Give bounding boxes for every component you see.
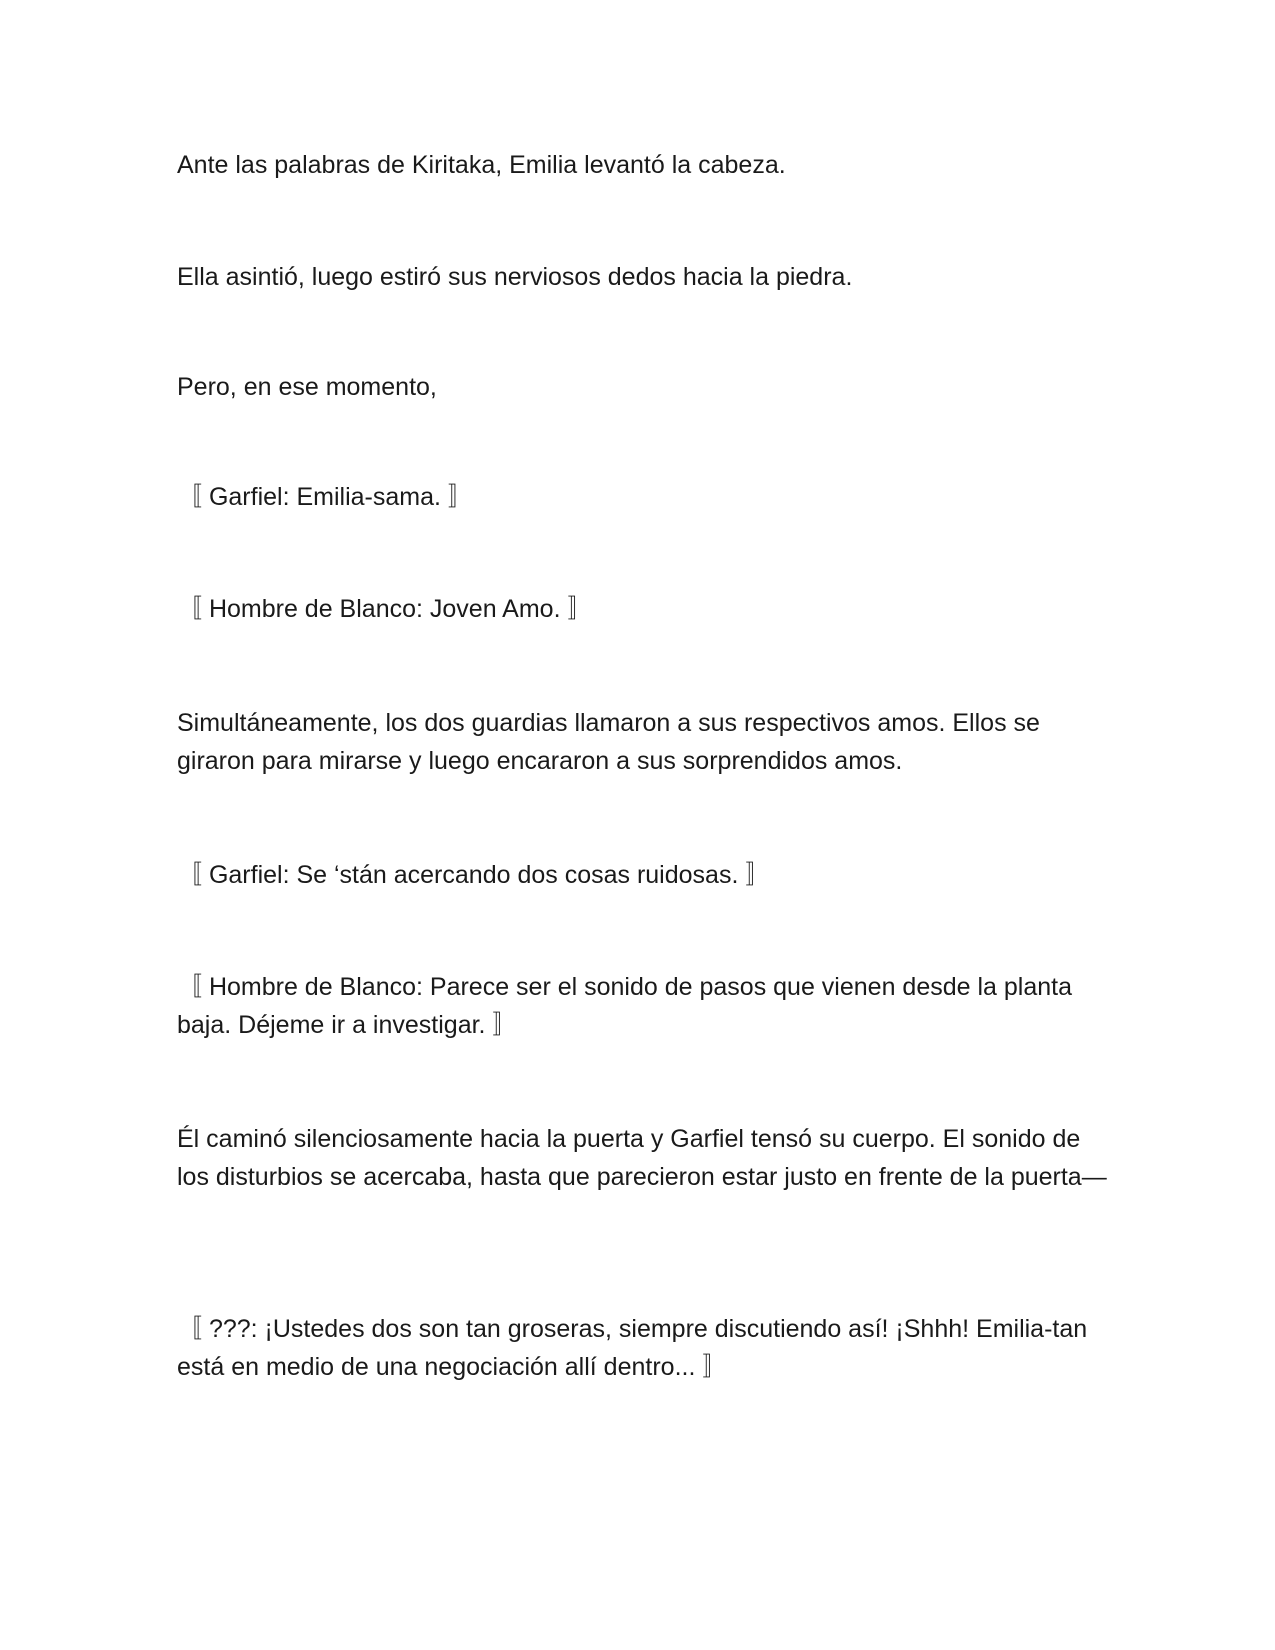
dialogue-line: 〚 Hombre de Blanco: Parece ser el sonido de pasos que vienen desde la planta baja. Déjeme ir a investigar. 〛 bbox=[177, 973, 1073, 1039]
dialogue-line: 〚 Garfiel: Se ‘stán acercando dos cosas ruidosas. 〛 bbox=[177, 861, 771, 889]
narration-paragraph: Ella asintió, luego estiró sus nerviosos dedos hacia la piedra. bbox=[177, 263, 853, 291]
narration-paragraph: Ante las palabras de Kiritaka, Emilia levantó la cabeza. bbox=[177, 151, 786, 179]
narration-paragraph: Él caminó silenciosamente hacia la puerta y Garfiel tensó su cuerpo. El sonido de los disturbios se acercaba, hasta que parecieron estar justo en frente de la puerta— bbox=[177, 1125, 1107, 1191]
dialogue-line: 〚 Hombre de Blanco: Joven Amo. 〛 bbox=[177, 595, 593, 623]
narration-paragraph: Simultáneamente, los dos guardias llamaron a sus respectivos amos. Ellos se giraron para mirarse y luego encararon a sus sorprendidos amos. bbox=[177, 709, 1040, 775]
dialogue-line: 〚 ???: ¡Ustedes dos son tan groseras, siempre discutiendo así! ¡Shhh! Emilia-tan está en medio de una negociación allí dentro... 〛 bbox=[177, 1315, 1088, 1381]
narration-paragraph: Pero, en ese momento, bbox=[177, 373, 437, 401]
dialogue-line: 〚 Garfiel: Emilia-sama. 〛 bbox=[177, 483, 473, 511]
